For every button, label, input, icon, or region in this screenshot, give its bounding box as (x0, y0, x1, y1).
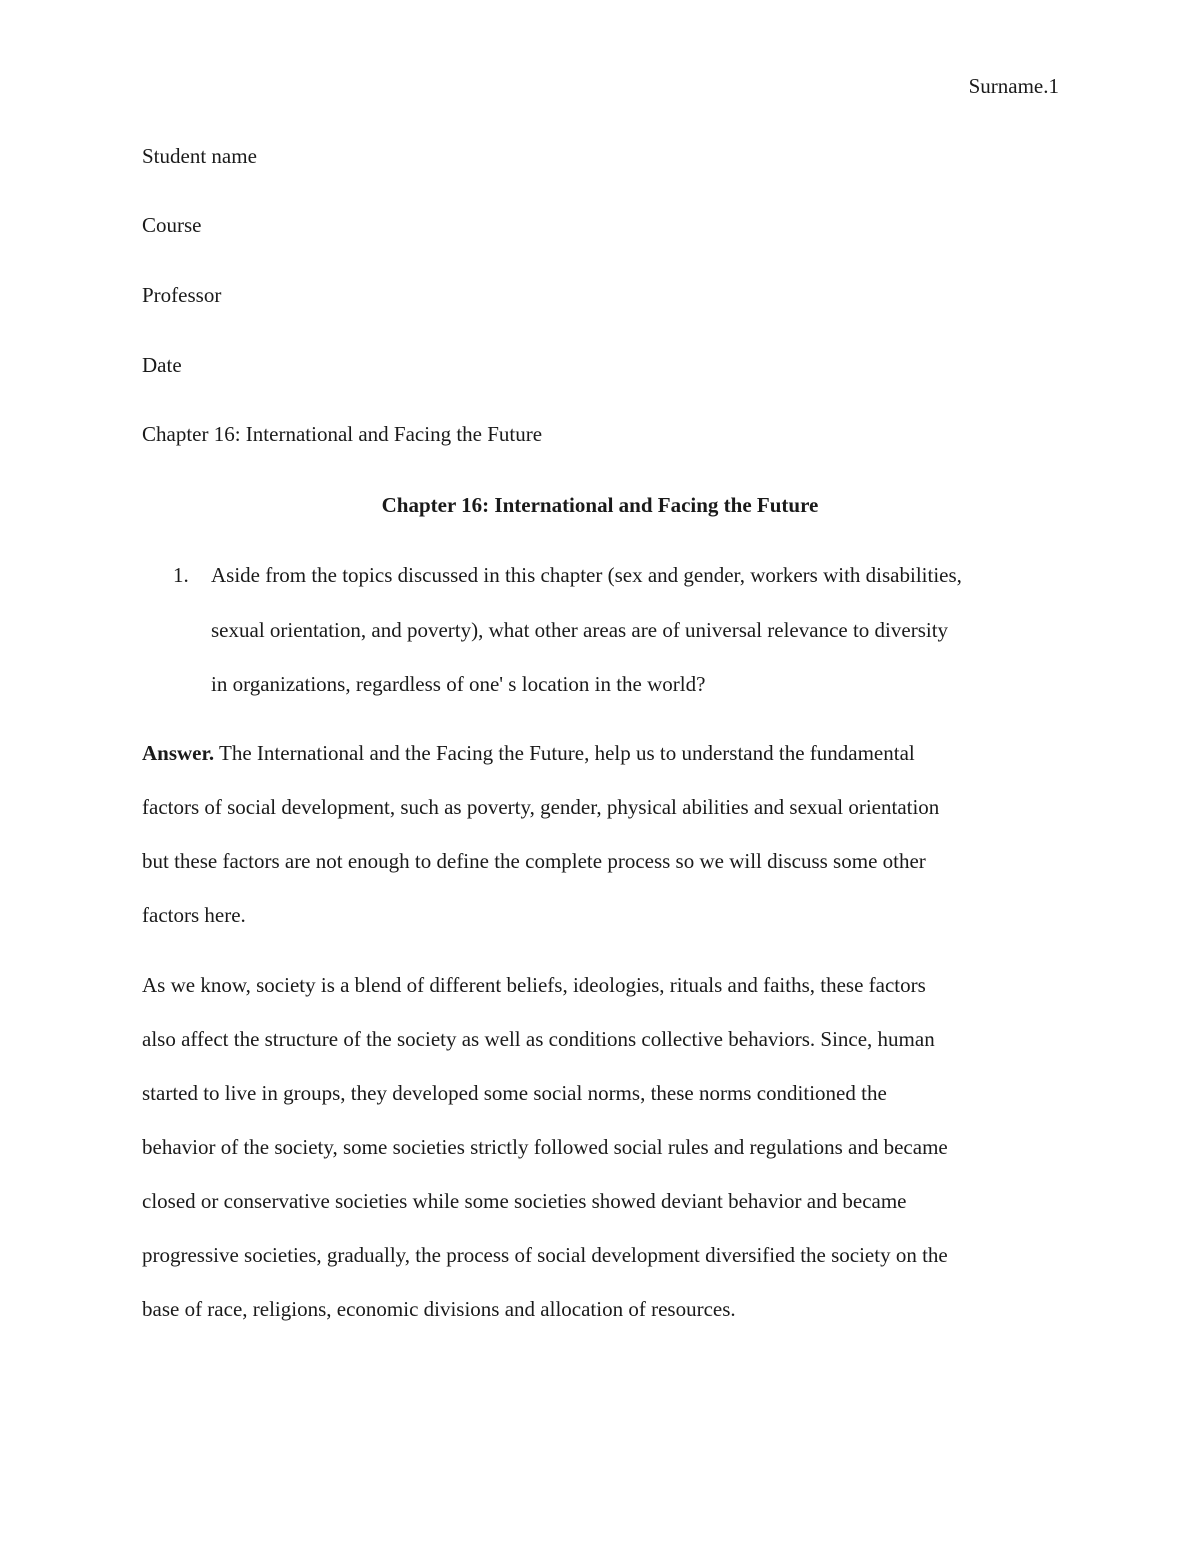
course-line: Course (142, 213, 202, 237)
paragraph-line: behavior of the society, some societies strictly followed social rules and regulations and became (142, 1135, 948, 1159)
student-name-line: Student name (142, 144, 257, 168)
question-line: sexual orientation, and poverty), what other areas are of universal relevance to diversity (211, 618, 949, 642)
question-line: in organizations, regardless of one' s location in the world? (211, 672, 706, 696)
answer-text: The International and the Facing the Future, help us to understand the fundamental (214, 741, 915, 765)
answer-label: Answer. (142, 741, 215, 765)
paragraph-line: As we know, society is a blend of different beliefs, ideologies, rituals and faiths, these factors (142, 973, 926, 997)
paragraph-line: base of race, religions, economic divisions and allocation of resources. (142, 1297, 736, 1321)
document-title: Chapter 16: International and Facing the Future (381, 493, 819, 517)
paragraph-line: progressive societies, gradually, the process of social development diversified the society on the (142, 1243, 948, 1267)
answer-line: but these factors are not enough to define the complete process so we will discuss some other (142, 849, 926, 873)
answer-line: factors of social development, such as poverty, gender, physical abilities and sexual orientation (142, 795, 940, 819)
date-line: Date (142, 353, 182, 377)
paragraph-line: started to live in groups, they developed some social norms, these norms conditioned the (142, 1081, 887, 1105)
running-head: Surname.1 (968, 74, 1059, 98)
paragraph-line: also affect the structure of the society as well as conditions collective behaviors. Since, human (142, 1027, 935, 1051)
answer-first-line (142, 740, 915, 766)
professor-line: Professor (142, 283, 222, 307)
chapter-line: Chapter 16: International and Facing the Future (142, 422, 543, 446)
answer-line: factors here. (142, 903, 246, 927)
question-number: 1. (173, 563, 189, 587)
question-line: Aside from the topics discussed in this chapter (sex and gender, workers with disabilities, (211, 563, 962, 587)
paragraph-line: closed or conservative societies while some societies showed deviant behavior and became (142, 1189, 907, 1213)
